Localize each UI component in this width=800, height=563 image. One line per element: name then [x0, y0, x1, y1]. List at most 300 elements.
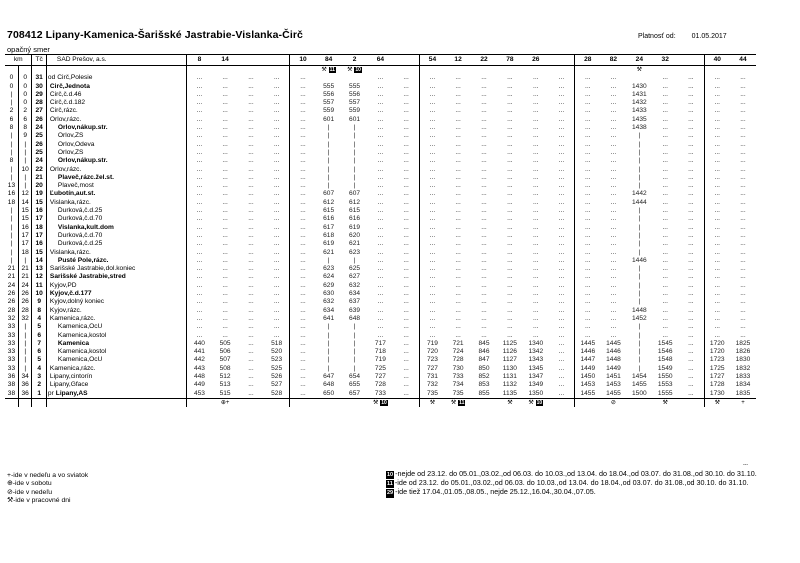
- departure-time: ...: [290, 273, 316, 281]
- km-value: 12: [18, 190, 31, 198]
- km-value: |: [5, 141, 18, 149]
- departure-time: 624: [323, 273, 335, 281]
- departure-time: ...: [377, 290, 384, 298]
- departure-time: ...: [222, 323, 228, 331]
- departure-time: ...: [419, 307, 445, 315]
- departure-time: ...: [507, 173, 513, 181]
- departure-time: |: [638, 331, 641, 339]
- departure-time: 1130: [502, 364, 517, 372]
- departure-time: ...: [273, 99, 280, 107]
- departure-time: ...: [403, 306, 409, 314]
- departure-time: ...: [273, 198, 280, 206]
- departure-time: ...: [662, 190, 668, 198]
- departure-time: ...: [481, 173, 487, 181]
- departure-time: ...: [377, 281, 384, 289]
- departure-time: 1446: [632, 256, 647, 264]
- departure-time: ...: [740, 265, 746, 273]
- departure-time: ...: [455, 231, 461, 239]
- departure-time: ...: [610, 290, 617, 298]
- timetable-row: [5, 265, 756, 273]
- train-number: 24: [626, 55, 652, 66]
- departure-time: ...: [740, 273, 746, 281]
- departure-time: ...: [704, 124, 730, 132]
- tc-value: [32, 166, 47, 174]
- departure-time: ...: [290, 348, 316, 356]
- timetable-row: [5, 224, 756, 232]
- train-number: 14: [212, 55, 238, 66]
- departure-time: 1833: [735, 372, 751, 380]
- departure-time: ...: [403, 207, 409, 215]
- departure-time: ...: [403, 173, 409, 181]
- departure-time: 1455: [575, 390, 601, 399]
- departure-time: ...: [662, 207, 668, 215]
- departure-time: ...: [403, 223, 409, 231]
- tc-value: [32, 257, 47, 265]
- remark-text: -ide od 23.12. do 05.01.,03.02.,od 06.03. do 10.03.,od 13.04. do 18.04.,od 03.07. do 31.08.,od 30.10. do 31.10.: [394, 478, 749, 488]
- departure-time: ...: [688, 240, 694, 248]
- departure-time: ...: [248, 182, 254, 190]
- timetable-row: [5, 83, 756, 91]
- tc-value: [32, 249, 47, 257]
- departure-time: ...: [248, 231, 254, 239]
- station-label: Čirč,č.d.46: [49, 90, 82, 98]
- departure-time: ...: [455, 281, 461, 289]
- departure-time: ...: [455, 165, 461, 173]
- km-value: 0: [5, 74, 18, 82]
- tc-value: [32, 381, 47, 389]
- departure-time: 630: [323, 290, 335, 298]
- departure-time: 620: [349, 231, 361, 239]
- departure-time: ...: [377, 140, 384, 148]
- departure-time: 1445: [575, 340, 601, 348]
- departure-time: |: [638, 323, 641, 331]
- departure-time: ...: [558, 273, 565, 281]
- departure-time: ...: [419, 224, 445, 232]
- departure-time: 1454: [632, 372, 647, 380]
- km-value: 33: [5, 332, 18, 340]
- departure-time: ...: [403, 165, 409, 173]
- tc-value: [32, 174, 47, 182]
- departure-time: 507: [219, 356, 231, 364]
- departure-time: ...: [403, 132, 409, 140]
- departure-time: ...: [704, 215, 730, 223]
- departure-time: ...: [455, 90, 461, 98]
- departure-time: |: [353, 148, 356, 156]
- timetable-row: [5, 232, 756, 240]
- departure-time: ...: [662, 298, 668, 306]
- departure-time: ...: [377, 124, 384, 132]
- tc-value: [32, 182, 47, 190]
- departure-time: ...: [740, 99, 746, 107]
- departure-time: ...: [558, 124, 565, 132]
- symbol-cell: [730, 398, 756, 407]
- km-value: 38: [5, 381, 18, 389]
- departure-time: ...: [377, 231, 384, 239]
- km-value: 2: [5, 107, 18, 115]
- departure-time: |: [638, 165, 641, 173]
- departure-time: 518: [271, 339, 283, 347]
- departure-time: ...: [704, 74, 730, 82]
- corner-mark: ---: [743, 462, 748, 468]
- departure-time: ...: [575, 166, 601, 174]
- tc-value: [32, 348, 47, 356]
- departure-time: ...: [222, 215, 228, 223]
- departure-time: ...: [290, 83, 316, 91]
- departure-time: ...: [688, 132, 694, 140]
- departure-time: ...: [455, 256, 461, 264]
- km-value: 26: [5, 290, 18, 298]
- departure-time: ...: [481, 165, 487, 173]
- departure-time: ...: [662, 290, 668, 298]
- departure-time: ...: [662, 99, 668, 107]
- departure-time: ...: [610, 115, 617, 123]
- departure-time: 515: [212, 390, 238, 399]
- departure-time: ...: [688, 148, 694, 156]
- departure-time: 657: [342, 390, 368, 399]
- km-value: 21: [5, 273, 18, 281]
- departure-time: ...: [507, 165, 513, 173]
- departure-time: ...: [507, 157, 513, 165]
- train-number: [678, 55, 704, 66]
- departure-time: ...: [575, 323, 601, 331]
- departure-time: 556: [323, 90, 335, 98]
- departure-time: ...: [377, 256, 384, 264]
- departure-time: ...: [575, 282, 601, 290]
- departure-time: 607: [349, 190, 361, 198]
- tc-value: [32, 282, 47, 290]
- departure-time: ...: [558, 265, 565, 273]
- timetable-row: [5, 315, 756, 323]
- station-name: [46, 282, 186, 290]
- departure-time: ...: [290, 323, 316, 331]
- symbol-cell: [601, 398, 627, 407]
- departure-time: ...: [290, 107, 316, 115]
- departure-time: ...: [481, 248, 487, 256]
- tc-number: 15: [35, 198, 43, 206]
- departure-time: ...: [403, 323, 409, 331]
- departure-time: 443: [193, 364, 205, 372]
- station-name: [46, 273, 186, 281]
- km-value: 21: [18, 273, 31, 281]
- departure-time: ...: [419, 215, 445, 223]
- timetable-row: [5, 373, 756, 381]
- departure-time: ...: [704, 298, 730, 306]
- tc-value: [32, 323, 47, 331]
- km-value: |: [5, 149, 18, 157]
- departure-time: ...: [196, 248, 203, 256]
- departure-time: 1125: [502, 339, 517, 347]
- departure-time: ...: [196, 215, 203, 223]
- departure-time: ...: [558, 82, 565, 90]
- timetable-row: [5, 174, 756, 182]
- departure-time: 1453: [606, 381, 621, 389]
- departure-time: ...: [196, 165, 203, 173]
- departure-time: ...: [610, 140, 617, 148]
- departure-time: ...: [196, 90, 203, 98]
- departure-time: ...: [558, 140, 565, 148]
- departure-time: ...: [704, 307, 730, 315]
- km-value: |: [18, 323, 31, 331]
- departure-time: ...: [575, 240, 601, 248]
- departure-time: ...: [455, 115, 461, 123]
- departure-time: ...: [507, 298, 513, 306]
- symbol-cell: [316, 398, 342, 407]
- km-value: 0: [18, 99, 31, 107]
- station-name: [46, 132, 186, 140]
- departure-time: ...: [377, 157, 384, 165]
- departure-time: 717: [374, 339, 386, 347]
- departure-time: ...: [481, 265, 487, 273]
- departure-time: ...: [688, 182, 694, 190]
- station-label: Kamenica,kostol: [57, 331, 107, 339]
- departure-time: ...: [662, 173, 668, 181]
- departure-time: ...: [575, 83, 601, 91]
- departure-time: ...: [222, 165, 228, 173]
- departure-time: ...: [248, 74, 254, 82]
- departure-time: ...: [455, 273, 461, 281]
- departure-time: ...: [273, 140, 280, 148]
- tc-value: [32, 116, 47, 124]
- departure-time: ...: [610, 323, 617, 331]
- km-value: |: [18, 149, 31, 157]
- departure-time: ...: [558, 165, 565, 173]
- departure-time: 634: [323, 306, 335, 314]
- operating-day-symbol: ⊘: [610, 399, 616, 406]
- station-label: Plaveč,rázc.žel.st.: [57, 173, 115, 181]
- departure-time: ...: [740, 314, 746, 322]
- departure-time: 629: [323, 281, 335, 289]
- tc-number: 6: [37, 331, 41, 339]
- departure-time: ...: [273, 314, 280, 322]
- km-value: 26: [18, 290, 31, 298]
- departure-time: ...: [481, 115, 487, 123]
- departure-time: |: [327, 331, 330, 339]
- departure-time: ...: [403, 157, 409, 165]
- departure-time: 655: [349, 381, 361, 389]
- departure-time: ...: [222, 148, 228, 156]
- timetable-row: [5, 215, 756, 223]
- departure-time: ...: [575, 157, 601, 165]
- departure-time: ...: [248, 148, 254, 156]
- km-value: 0: [5, 83, 18, 91]
- departure-time: 1431: [632, 90, 647, 98]
- departure-time: ...: [610, 331, 617, 339]
- symbol-cell: [186, 398, 212, 407]
- km-value: 0: [18, 74, 31, 82]
- departure-time: ...: [403, 182, 409, 190]
- departure-time: ...: [196, 82, 203, 90]
- departure-time: 619: [323, 240, 335, 248]
- departure-time: ...: [662, 74, 668, 82]
- train-number: 44: [730, 55, 756, 66]
- departure-time: 556: [349, 90, 361, 98]
- departure-time: ...: [377, 331, 384, 339]
- km-value: 28: [5, 307, 18, 315]
- symbol-cell: [264, 398, 290, 407]
- departure-time: ...: [558, 132, 565, 140]
- departure-time: ...: [558, 372, 565, 380]
- departure-time: ...: [533, 157, 539, 165]
- departure-time: ...: [419, 273, 445, 281]
- departure-time: ...: [290, 298, 316, 306]
- departure-time: [626, 74, 652, 82]
- departure-time: ...: [290, 390, 316, 399]
- departure-time: ...: [393, 390, 419, 399]
- departure-time: ...: [507, 107, 513, 115]
- timetable-row: [5, 257, 756, 265]
- departure-time: ...: [419, 315, 445, 323]
- tc-value: [32, 340, 47, 348]
- departure-time: 615: [349, 207, 361, 215]
- departure-time: ...: [238, 390, 264, 399]
- departure-time: [342, 74, 368, 82]
- km-value: |: [18, 174, 31, 182]
- departure-time: ...: [196, 231, 203, 239]
- departure-time: 1435: [632, 115, 647, 123]
- departure-time: ...: [704, 107, 730, 115]
- operating-day-symbol: ⚒: [662, 399, 668, 406]
- departure-time: 852: [478, 372, 490, 380]
- departure-time: ...: [688, 256, 694, 264]
- note-badge: 10: [381, 399, 387, 406]
- remark-text: -ide tiež 17.04.,01.05.,08.05., nejde 25.12.,16.04.,30.04.,07.05.: [395, 487, 596, 497]
- departure-time: |: [327, 148, 330, 156]
- departure-time: ...: [290, 307, 316, 315]
- km-cell: [5, 398, 18, 407]
- departure-time: ...: [662, 90, 668, 98]
- departure-time: ...: [419, 99, 445, 107]
- tc-number: 7: [37, 339, 41, 347]
- departure-time: ...: [740, 207, 746, 215]
- departure-time: ...: [740, 215, 746, 223]
- departure-time: 601: [323, 115, 335, 123]
- timetable-row: [5, 282, 756, 290]
- departure-time: ...: [740, 256, 746, 264]
- departure-time: ...: [558, 74, 565, 82]
- departure-time: ...: [481, 90, 487, 98]
- departure-time: |: [353, 132, 356, 140]
- departure-time: ...: [248, 165, 254, 173]
- departure-time: ...: [419, 249, 445, 257]
- departure-time: ...: [533, 281, 539, 289]
- departure-time: ...: [481, 140, 487, 148]
- departure-time: 1834: [735, 381, 751, 389]
- station-name: [46, 224, 186, 232]
- departure-time: |: [638, 339, 641, 347]
- departure-time: ...: [377, 223, 384, 231]
- station-name: [46, 332, 186, 340]
- departure-time: ...: [273, 290, 280, 298]
- departure-time: ...: [196, 273, 203, 281]
- departure-time: ...: [419, 240, 445, 248]
- departure-time: ...: [575, 174, 601, 182]
- departure-time: ...: [740, 173, 746, 181]
- departure-time: ...: [290, 365, 316, 373]
- departure-time: 1131: [502, 372, 517, 380]
- departure-time: ...: [290, 182, 316, 190]
- departure-time: ...: [419, 332, 445, 340]
- train-number: 84: [316, 55, 342, 66]
- departure-time: ...: [533, 306, 539, 314]
- departure-time: 733: [367, 390, 393, 399]
- departure-time: 512: [219, 372, 231, 380]
- departure-time: ...: [290, 340, 316, 348]
- departure-time: ...: [610, 148, 617, 156]
- departure-time: 650: [316, 390, 342, 399]
- station-name: [46, 356, 186, 364]
- departure-time: |: [327, 256, 330, 264]
- departure-time: ...: [273, 273, 280, 281]
- departure-time: ...: [248, 115, 254, 123]
- departure-time: ...: [558, 198, 565, 206]
- departure-time: ...: [377, 215, 384, 223]
- km-cell: [18, 398, 31, 407]
- train-number: 10: [290, 55, 316, 66]
- departure-time: 618: [323, 231, 335, 239]
- tc-value: [32, 332, 47, 340]
- departure-time: ...: [575, 91, 601, 99]
- train-number: [238, 55, 264, 66]
- departure-time: ...: [575, 149, 601, 157]
- tc-header: Tč: [32, 55, 47, 66]
- km-value: 33: [5, 323, 18, 331]
- departure-time: ...: [377, 207, 384, 215]
- tc-number: 18: [35, 223, 43, 231]
- departure-time: ...: [610, 265, 617, 273]
- station-name: [46, 298, 186, 306]
- departure-time: |: [353, 364, 356, 372]
- departure-time: |: [327, 348, 330, 356]
- departure-time: ...: [248, 306, 254, 314]
- departure-time: ...: [558, 99, 565, 107]
- departure-time: 1727: [704, 373, 730, 381]
- departure-time: ...: [662, 306, 668, 314]
- departure-time: ...: [455, 148, 461, 156]
- departure-time: ...: [740, 115, 746, 123]
- departure-time: ...: [455, 248, 461, 256]
- departure-time: ...: [290, 157, 316, 165]
- departure-time: ...: [196, 182, 203, 190]
- departure-time: ...: [740, 157, 746, 165]
- departure-time: ...: [403, 74, 409, 82]
- remark-line: [386, 488, 766, 497]
- timetable-row: [5, 207, 756, 215]
- departure-time: ...: [610, 273, 617, 281]
- departure-time: |: [353, 339, 356, 347]
- km-value: 15: [18, 207, 31, 215]
- departure-time: ...: [403, 90, 409, 98]
- departure-time: 718: [374, 348, 386, 356]
- departure-time: 637: [349, 298, 361, 306]
- departure-time: ...: [196, 124, 203, 132]
- departure-time: ...: [419, 107, 445, 115]
- tc-value: [32, 141, 47, 149]
- departure-time: ...: [290, 116, 316, 124]
- departure-time: ...: [662, 323, 668, 331]
- departure-time: 731: [419, 373, 445, 381]
- departure-time: ...: [575, 124, 601, 132]
- departure-time: 1347: [528, 372, 544, 380]
- station-cell: [46, 398, 186, 407]
- departure-time: ...: [419, 323, 445, 331]
- station-name: [46, 107, 186, 115]
- departure-time: ...: [290, 132, 316, 140]
- symbol-cell: [212, 66, 238, 75]
- departure-time: ...: [403, 140, 409, 148]
- symbol-cell: [342, 398, 368, 407]
- departure-time: ...: [704, 332, 730, 340]
- departure-time: |: [638, 132, 641, 140]
